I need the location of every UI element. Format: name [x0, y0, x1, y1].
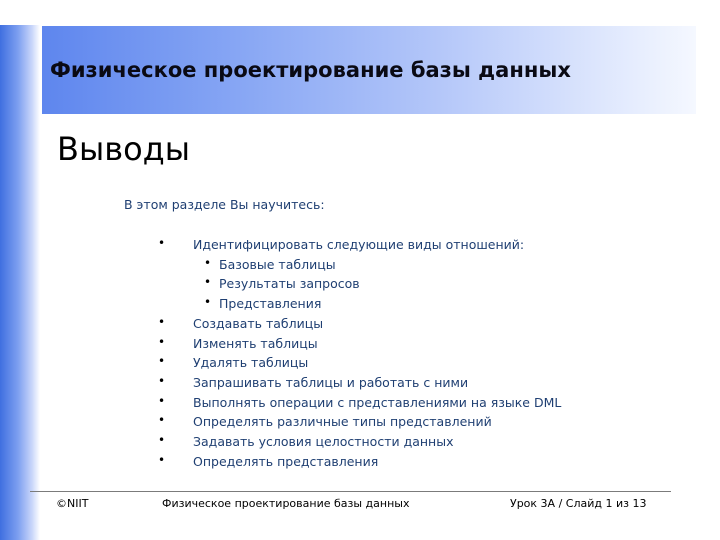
bullet-dot: • [158, 413, 166, 427]
bullet-dot: • [158, 394, 166, 408]
bullet-dot: • [158, 236, 166, 250]
list-item: Выполнять операции с представлениями на языке DML [193, 395, 562, 410]
intro-text: В этом разделе Вы научитесь: [124, 197, 325, 212]
bullet-dot: • [158, 453, 166, 467]
list-item: Определять различные типы представлений [193, 414, 492, 429]
footer-copyright: ©NIIT [56, 497, 89, 510]
header-title: Физическое проектирование базы данных [50, 58, 571, 82]
list-item: Задавать условия целостности данных [193, 434, 454, 449]
footer-slide-number: Урок 3A / Слайд 1 из 13 [510, 497, 647, 510]
list-item: Запрашивать таблицы и работать с ними [193, 375, 469, 390]
bullet-dot: • [158, 433, 166, 447]
list-item: Удалять таблицы [193, 355, 309, 370]
list-item: Определять представления [193, 454, 379, 469]
sub-bullet-dot: • [204, 256, 212, 270]
sub-list-item: Представления [219, 296, 322, 311]
sub-list-item: Базовые таблицы [219, 257, 336, 272]
sub-bullet-dot: • [204, 275, 212, 289]
list-item: Идентифицировать следующие виды отношений: [193, 237, 525, 252]
bullet-dot: • [158, 335, 166, 349]
bullet-dot: • [158, 354, 166, 368]
slide-title: Выводы [57, 130, 191, 168]
bullet-dot: • [158, 374, 166, 388]
footer-divider [30, 491, 671, 492]
sub-list-item: Результаты запросов [219, 276, 360, 291]
list-item: Изменять таблицы [193, 336, 318, 351]
bullet-dot: • [158, 315, 166, 329]
sub-bullet-dot: • [204, 295, 212, 309]
list-item: Создавать таблицы [193, 316, 324, 331]
footer-course-title: Физическое проектирование базы данных [162, 497, 410, 510]
